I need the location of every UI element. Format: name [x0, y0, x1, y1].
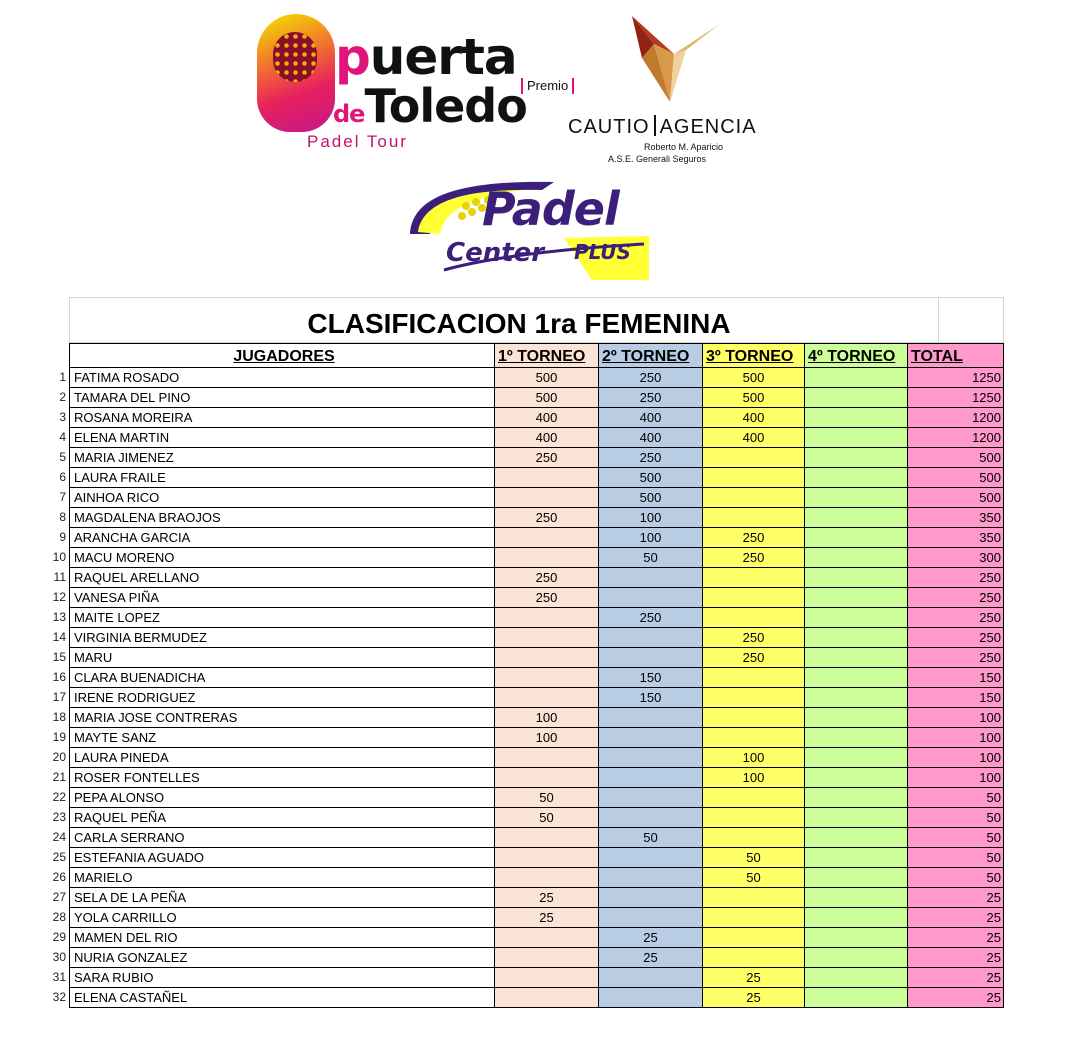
- row-number: 14: [52, 630, 66, 644]
- total-points: 25: [908, 888, 1004, 908]
- torneo-3-points: [703, 708, 805, 728]
- player-name: ELENA MARTIN: [69, 428, 495, 448]
- torneo-1-points: [495, 488, 599, 508]
- row-number: 15: [52, 650, 66, 664]
- total-points: 250: [908, 648, 1004, 668]
- torneo-2-points: [599, 848, 703, 868]
- torneo-4-points: [805, 728, 908, 748]
- torneo-3-points: [703, 788, 805, 808]
- player-name: TAMARA DEL PINO: [69, 388, 495, 408]
- torneo-4-points: [805, 548, 908, 568]
- torneo-2-points: 100: [599, 508, 703, 528]
- torneo-1-points: 400: [495, 428, 599, 448]
- torneo-3-points: [703, 948, 805, 968]
- torneo-2-points: 100: [599, 528, 703, 548]
- torneo-1-points: [495, 688, 599, 708]
- row-number: 25: [52, 850, 66, 864]
- torneo-4-points: [805, 428, 908, 448]
- torneo-2-points: [599, 988, 703, 1008]
- total-points: 350: [908, 528, 1004, 548]
- torneo-3-points: 50: [703, 868, 805, 888]
- cautio-emblem-icon: [624, 14, 724, 104]
- torneo-1-points: [495, 748, 599, 768]
- torneo-3-points: [703, 668, 805, 688]
- torneo-1-points: 400: [495, 408, 599, 428]
- torneo-2-points: 150: [599, 688, 703, 708]
- player-name: MAMEN DEL RIO: [69, 928, 495, 948]
- total-points: 25: [908, 948, 1004, 968]
- total-points: 500: [908, 468, 1004, 488]
- torneo-2-points: 250: [599, 388, 703, 408]
- torneo-3-points: [703, 568, 805, 588]
- total-points: 25: [908, 928, 1004, 948]
- torneo-2-points: [599, 968, 703, 988]
- row-number: 30: [52, 950, 66, 964]
- cautio-company: A.S.E. Generali Seguros: [608, 154, 707, 164]
- logo-word-de-toledo: deToledo: [333, 79, 527, 133]
- player-name: SARA RUBIO: [69, 968, 495, 988]
- torneo-3-points: 50: [703, 848, 805, 868]
- row-number: 9: [59, 530, 66, 544]
- total-points: 100: [908, 708, 1004, 728]
- total-points: 50: [908, 808, 1004, 828]
- torneo-3-points: 100: [703, 748, 805, 768]
- torneo-4-points: [805, 848, 908, 868]
- torneo-3-points: 250: [703, 548, 805, 568]
- torneo-2-points: [599, 788, 703, 808]
- total-points: 100: [908, 748, 1004, 768]
- row-number: 11: [53, 570, 66, 584]
- total-points: 25: [908, 988, 1004, 1008]
- torneo-1-points: 50: [495, 808, 599, 828]
- torneo-1-points: [495, 988, 599, 1008]
- torneo-1-points: [495, 928, 599, 948]
- player-name: VIRGINIA BERMUDEZ: [69, 628, 495, 648]
- torneo-3-points: [703, 928, 805, 948]
- torneo-4-points: [805, 748, 908, 768]
- player-name: RAQUEL ARELLANO: [69, 568, 495, 588]
- player-name: LAURA FRAILE: [69, 468, 495, 488]
- total-points: 1250: [908, 368, 1004, 388]
- torneo-1-points: [495, 948, 599, 968]
- torneo-1-points: [495, 668, 599, 688]
- torneo-1-points: 25: [495, 908, 599, 928]
- torneo-3-points: [703, 468, 805, 488]
- torneo-1-points: 50: [495, 788, 599, 808]
- torneo-4-points: [805, 988, 908, 1008]
- torneo-2-points: [599, 628, 703, 648]
- torneo-3-points: [703, 728, 805, 748]
- logo-word-center: Center: [446, 238, 545, 268]
- torneo-2-points: [599, 728, 703, 748]
- torneo-3-points: [703, 508, 805, 528]
- player-name: ARANCHA GARCIA: [69, 528, 495, 548]
- torneo-2-points: [599, 868, 703, 888]
- torneo-2-points: 50: [599, 828, 703, 848]
- torneo-2-points: 150: [599, 668, 703, 688]
- torneo-4-points: [805, 608, 908, 628]
- torneo-4-points: [805, 468, 908, 488]
- total-points: 150: [908, 668, 1004, 688]
- total-points: 50: [908, 848, 1004, 868]
- row-number: 4: [59, 430, 66, 444]
- cautio-agencia-name: CAUTIO AGENCIA: [568, 116, 757, 138]
- torneo-4-points: [805, 488, 908, 508]
- racket-icon: [257, 14, 335, 132]
- row-number: 2: [59, 390, 66, 404]
- player-name: ELENA CASTAÑEL: [69, 988, 495, 1008]
- row-number: 32: [52, 990, 66, 1004]
- torneo-1-points: 250: [495, 448, 599, 468]
- player-name: AINHOA RICO: [69, 488, 495, 508]
- torneo-2-points: 500: [599, 468, 703, 488]
- torneo-2-points: [599, 648, 703, 668]
- torneo-2-points: 50: [599, 548, 703, 568]
- torneo-2-points: [599, 748, 703, 768]
- torneo-3-points: 400: [703, 408, 805, 428]
- torneo-1-points: 250: [495, 508, 599, 528]
- player-name: MARIA JIMENEZ: [69, 448, 495, 468]
- torneo-2-points: 25: [599, 928, 703, 948]
- row-number: 23: [52, 810, 66, 824]
- premio-label: Premio: [521, 78, 574, 94]
- player-name: MAITE LOPEZ: [69, 608, 495, 628]
- player-name: MARIELO: [69, 868, 495, 888]
- torneo-3-points: [703, 608, 805, 628]
- player-name: ESTEFANIA AGUADO: [69, 848, 495, 868]
- torneo-1-points: [495, 648, 599, 668]
- row-number: 3: [59, 410, 66, 424]
- total-points: 25: [908, 908, 1004, 928]
- row-number: 19: [52, 730, 66, 744]
- row-number: 6: [59, 470, 66, 484]
- padel-center-plus-logo: [404, 178, 649, 280]
- torneo-2-points: 500: [599, 488, 703, 508]
- torneo-1-points: [495, 848, 599, 868]
- header-torneo-2: 2º TORNEO: [599, 343, 703, 368]
- total-points: 50: [908, 828, 1004, 848]
- torneo-4-points: [805, 688, 908, 708]
- row-number: 26: [52, 870, 66, 884]
- torneo-1-points: [495, 968, 599, 988]
- torneo-2-points: [599, 708, 703, 728]
- row-number: 20: [52, 750, 66, 764]
- torneo-4-points: [805, 808, 908, 828]
- torneo-1-points: [495, 608, 599, 628]
- torneo-3-points: [703, 888, 805, 908]
- torneo-1-points: 25: [495, 888, 599, 908]
- player-name: PEPA ALONSO: [69, 788, 495, 808]
- torneo-3-points: 500: [703, 388, 805, 408]
- row-number: 22: [52, 790, 66, 804]
- torneo-2-points: 250: [599, 448, 703, 468]
- torneo-3-points: [703, 828, 805, 848]
- torneo-4-points: [805, 388, 908, 408]
- torneo-3-points: [703, 908, 805, 928]
- player-name: YOLA CARRILLO: [69, 908, 495, 928]
- player-name: NURIA GONZALEZ: [69, 948, 495, 968]
- torneo-4-points: [805, 828, 908, 848]
- total-points: 250: [908, 608, 1004, 628]
- total-points: 1200: [908, 408, 1004, 428]
- torneo-2-points: [599, 888, 703, 908]
- torneo-2-points: 400: [599, 428, 703, 448]
- torneo-4-points: [805, 788, 908, 808]
- torneo-1-points: 500: [495, 368, 599, 388]
- total-points: 250: [908, 588, 1004, 608]
- torneo-2-points: 250: [599, 368, 703, 388]
- torneo-2-points: 250: [599, 608, 703, 628]
- torneo-3-points: 250: [703, 528, 805, 548]
- torneo-4-points: [805, 928, 908, 948]
- puerta-de-toledo-logo: [255, 10, 527, 155]
- torneo-3-points: 100: [703, 768, 805, 788]
- row-number: 24: [52, 830, 66, 844]
- row-number: 17: [52, 690, 66, 704]
- torneo-4-points: [805, 708, 908, 728]
- torneo-1-points: 500: [495, 388, 599, 408]
- torneo-2-points: 25: [599, 948, 703, 968]
- torneo-1-points: 250: [495, 568, 599, 588]
- torneo-3-points: [703, 588, 805, 608]
- row-number: 18: [52, 710, 66, 724]
- player-name: FATIMA ROSADO: [69, 368, 495, 388]
- torneo-4-points: [805, 408, 908, 428]
- torneo-1-points: 100: [495, 728, 599, 748]
- player-name: CARLA SERRANO: [69, 828, 495, 848]
- row-number: 13: [52, 610, 66, 624]
- row-number: 10: [52, 550, 66, 564]
- row-number: 29: [52, 930, 66, 944]
- torneo-4-points: [805, 528, 908, 548]
- player-name: ROSANA MOREIRA: [69, 408, 495, 428]
- row-number: 16: [52, 670, 66, 684]
- total-points: 100: [908, 728, 1004, 748]
- torneo-3-points: 400: [703, 428, 805, 448]
- player-name: MACU MORENO: [69, 548, 495, 568]
- player-name: MAGDALENA BRAOJOS: [69, 508, 495, 528]
- torneo-1-points: 250: [495, 588, 599, 608]
- total-points: 250: [908, 628, 1004, 648]
- torneo-4-points: [805, 668, 908, 688]
- torneo-4-points: [805, 948, 908, 968]
- torneo-3-points: [703, 488, 805, 508]
- row-number: 12: [52, 590, 66, 604]
- torneo-1-points: [495, 768, 599, 788]
- torneo-4-points: [805, 448, 908, 468]
- torneo-4-points: [805, 908, 908, 928]
- player-name: IRENE RODRIGUEZ: [69, 688, 495, 708]
- header-torneo-3: 3º TORNEO: [703, 343, 805, 368]
- player-name: SELA DE LA PEÑA: [69, 888, 495, 908]
- total-points: 300: [908, 548, 1004, 568]
- total-points: 250: [908, 568, 1004, 588]
- row-number: 27: [52, 890, 66, 904]
- player-name: RAQUEL PEÑA: [69, 808, 495, 828]
- total-points: 50: [908, 868, 1004, 888]
- player-name: CLARA BUENADICHA: [69, 668, 495, 688]
- header-torneo-4: 4º TORNEO: [805, 343, 908, 368]
- torneo-3-points: 25: [703, 988, 805, 1008]
- table-title: CLASIFICACION 1ra FEMENINA: [307, 308, 731, 339]
- cautio-agencia-logo: [562, 14, 797, 164]
- row-number: 7: [59, 490, 66, 504]
- row-number: 28: [52, 910, 66, 924]
- torneo-2-points: [599, 908, 703, 928]
- torneo-1-points: [495, 628, 599, 648]
- player-name: VANESA PIÑA: [69, 588, 495, 608]
- header-total: TOTAL: [908, 343, 1004, 368]
- total-points: 100: [908, 768, 1004, 788]
- torneo-2-points: [599, 588, 703, 608]
- header-jugadores: JUGADORES: [69, 343, 495, 368]
- torneo-1-points: [495, 548, 599, 568]
- torneo-2-points: 400: [599, 408, 703, 428]
- torneo-4-points: [805, 768, 908, 788]
- torneo-1-points: [495, 468, 599, 488]
- torneo-1-points: [495, 528, 599, 548]
- total-points: 150: [908, 688, 1004, 708]
- torneo-3-points: 250: [703, 628, 805, 648]
- torneo-2-points: [599, 808, 703, 828]
- torneo-2-points: [599, 768, 703, 788]
- row-number: 8: [59, 510, 66, 524]
- header-torneo-1: 1º TORNEO: [495, 343, 599, 368]
- torneo-4-points: [805, 568, 908, 588]
- total-points: 25: [908, 968, 1004, 988]
- torneo-2-points: [599, 568, 703, 588]
- torneo-4-points: [805, 868, 908, 888]
- row-number: 1: [59, 370, 66, 384]
- player-name: LAURA PINEDA: [69, 748, 495, 768]
- torneo-4-points: [805, 588, 908, 608]
- total-points: 350: [908, 508, 1004, 528]
- row-number: 21: [52, 770, 66, 784]
- total-points: 500: [908, 448, 1004, 468]
- player-name: MARU: [69, 648, 495, 668]
- logo-word-padel: Padel: [482, 182, 619, 236]
- total-points: 1200: [908, 428, 1004, 448]
- torneo-4-points: [805, 628, 908, 648]
- torneo-3-points: 250: [703, 648, 805, 668]
- torneo-1-points: 100: [495, 708, 599, 728]
- logo-word-plus: PLUS: [574, 240, 631, 264]
- player-name: MARIA JOSE CONTRERAS: [69, 708, 495, 728]
- total-points: 50: [908, 788, 1004, 808]
- torneo-3-points: 500: [703, 368, 805, 388]
- row-number: 5: [59, 450, 66, 464]
- row-number: 31: [52, 970, 66, 984]
- logo-word-puerta: puerta: [335, 28, 517, 86]
- torneo-3-points: [703, 808, 805, 828]
- torneo-3-points: [703, 688, 805, 708]
- cautio-person: Roberto M. Aparicio: [644, 142, 724, 152]
- torneo-4-points: [805, 888, 908, 908]
- player-name: ROSER FONTELLES: [69, 768, 495, 788]
- player-name: MAYTE SANZ: [69, 728, 495, 748]
- torneo-3-points: 25: [703, 968, 805, 988]
- torneo-4-points: [805, 368, 908, 388]
- torneo-4-points: [805, 968, 908, 988]
- total-points: 500: [908, 488, 1004, 508]
- torneo-1-points: [495, 828, 599, 848]
- torneo-4-points: [805, 648, 908, 668]
- torneo-1-points: [495, 868, 599, 888]
- logo-subtitle-padel-tour: Padel Tour: [307, 132, 408, 151]
- title-row: [69, 297, 1004, 343]
- torneo-3-points: [703, 448, 805, 468]
- torneo-4-points: [805, 508, 908, 528]
- total-points: 1250: [908, 388, 1004, 408]
